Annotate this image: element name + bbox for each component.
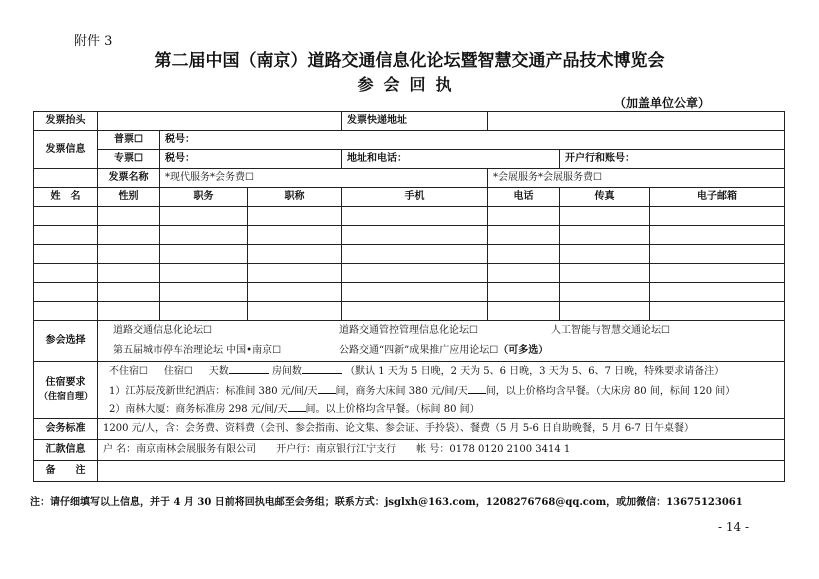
table-row[interactable] — [34, 245, 785, 264]
forum-option-2[interactable]: 道路交通管控管理信息化论坛☐ — [339, 325, 478, 336]
invoice-info-label: 发票信息 — [34, 131, 98, 169]
col-gender: 性别 — [98, 188, 160, 207]
hotel-2-standard-input[interactable] — [288, 400, 306, 412]
forum-option-4[interactable]: 第五届城市停车治理论坛 中国•南京☐ — [113, 345, 282, 356]
table-row[interactable] — [34, 283, 785, 302]
seal-note: （加盖单位公章） — [614, 96, 711, 110]
invoice-name-option-2[interactable]: *会展服务*会展服务费☐ — [488, 169, 785, 188]
attachment-label: 附件 3 — [74, 34, 113, 49]
no-lodging-checkbox[interactable]: 不住宿☐ — [109, 366, 148, 377]
rooms-input[interactable] — [302, 362, 342, 374]
hotel-2-standard: 2）南林大厦：商务标准房 298 元/间/天 — [109, 404, 288, 415]
lodging-checkbox[interactable]: 住宿☐ — [163, 366, 193, 377]
page-number: - 14 - — [718, 520, 750, 534]
invoice-mail-label: 发票快递地址 — [342, 112, 488, 131]
table-row[interactable] — [34, 207, 785, 226]
forum-option-1[interactable]: 道路交通信息化论坛☐ — [113, 325, 212, 336]
col-email: 电子邮箱 — [650, 188, 785, 207]
table-row[interactable] — [34, 226, 785, 245]
tax-number-label[interactable]: 税号： — [160, 131, 785, 150]
fee-label: 会务标准 — [34, 419, 98, 440]
col-name: 姓 名 — [34, 188, 98, 207]
special-invoice-checkbox[interactable]: 专票☐ — [98, 150, 160, 169]
normal-invoice-checkbox[interactable]: 普票☐ — [98, 131, 160, 150]
col-fax: 传真 — [560, 188, 650, 207]
forum-option-3[interactable]: 人工智能与智慧交通论坛☐ — [551, 325, 670, 336]
invoice-mail-field[interactable] — [488, 112, 785, 131]
address-phone-label[interactable]: 地址和电话： — [342, 150, 560, 169]
footnote: 注：请仔细填写以上信息，并于 4 月 30 日前将回执电邮至会务组；联系方式：jsglxh@163.com，1208276768@qq.com，或加微信：13675123061 — [30, 497, 743, 508]
invoice-header-field[interactable] — [98, 112, 342, 131]
hotel-2-note: 间。以上价格均含早餐。（标间 80 间） — [305, 404, 480, 415]
hotel-1-standard-input[interactable] — [318, 382, 336, 394]
lodging-label: 住宿要求 — [45, 377, 86, 388]
lodging-default-note: （默认 1 天为 5 日晚，2 天为 5、6 日晚，3 天为 5、6、7 日晚，特殊要求请备注） — [345, 366, 725, 377]
remark-label: 备 注 — [34, 461, 98, 482]
rooms-label: 房间数 — [271, 366, 302, 377]
page-title: 第二届中国（南京）道路交通信息化论坛暨智慧交通产品技术博览会 — [154, 51, 665, 71]
tax-number-label-2[interactable]: 税号： — [160, 150, 342, 169]
hotel-1-king-input[interactable] — [468, 382, 486, 394]
fee-text: 1200 元/人，含：会务费、资料费（会刊、参会指南、论文集、参会证、手拎袋）、餐费（5 月 5-6 日自助晚餐，5 月 6-7 日午桌餐） — [98, 419, 785, 440]
col-mobile: 手机 — [342, 188, 488, 207]
lodging-sublabel: （住宿自理） — [39, 392, 94, 402]
table-row[interactable] — [34, 302, 785, 321]
remit-label: 汇款信息 — [34, 440, 98, 461]
invoice-name-option-1[interactable]: *现代服务*会务费☐ — [160, 169, 488, 188]
days-input[interactable] — [229, 362, 269, 374]
days-label: 天数 — [208, 366, 229, 377]
attend-choice-label: 参会选择 — [34, 321, 98, 362]
invoice-name-label: 发票名称 — [98, 169, 160, 188]
table-row[interactable] — [34, 264, 785, 283]
hotel-1-note: 间，以上价格均含早餐。（大床房 80 间，标间 120 间） — [485, 386, 736, 397]
hotel-1-king: 间，商务大床间 380 元/间/天 — [335, 386, 468, 397]
remark-field[interactable] — [98, 461, 785, 482]
col-title: 职称 — [248, 188, 342, 207]
page-subtitle: 参会回执 — [357, 75, 462, 94]
col-position: 职务 — [160, 188, 248, 207]
col-phone: 电话 — [488, 188, 560, 207]
registration-form — [33, 111, 785, 482]
multi-select-note: （可多选） — [498, 345, 549, 356]
invoice-header-label: 发票抬头 — [34, 112, 98, 131]
forum-option-5[interactable]: 公路交通“四新”成果推广应用论坛☐ — [339, 345, 499, 356]
remit-text: 户 名：南京南林会展服务有限公司 开户行：南京银行江宁支行 帐 号：0178 0120 2100 3414 1 — [98, 440, 785, 461]
bank-account-label[interactable]: 开户行和账号： — [560, 150, 785, 169]
hotel-1-standard: 1）江苏辰茂新世纪酒店：标准间 380 元/间/天 — [109, 386, 318, 397]
